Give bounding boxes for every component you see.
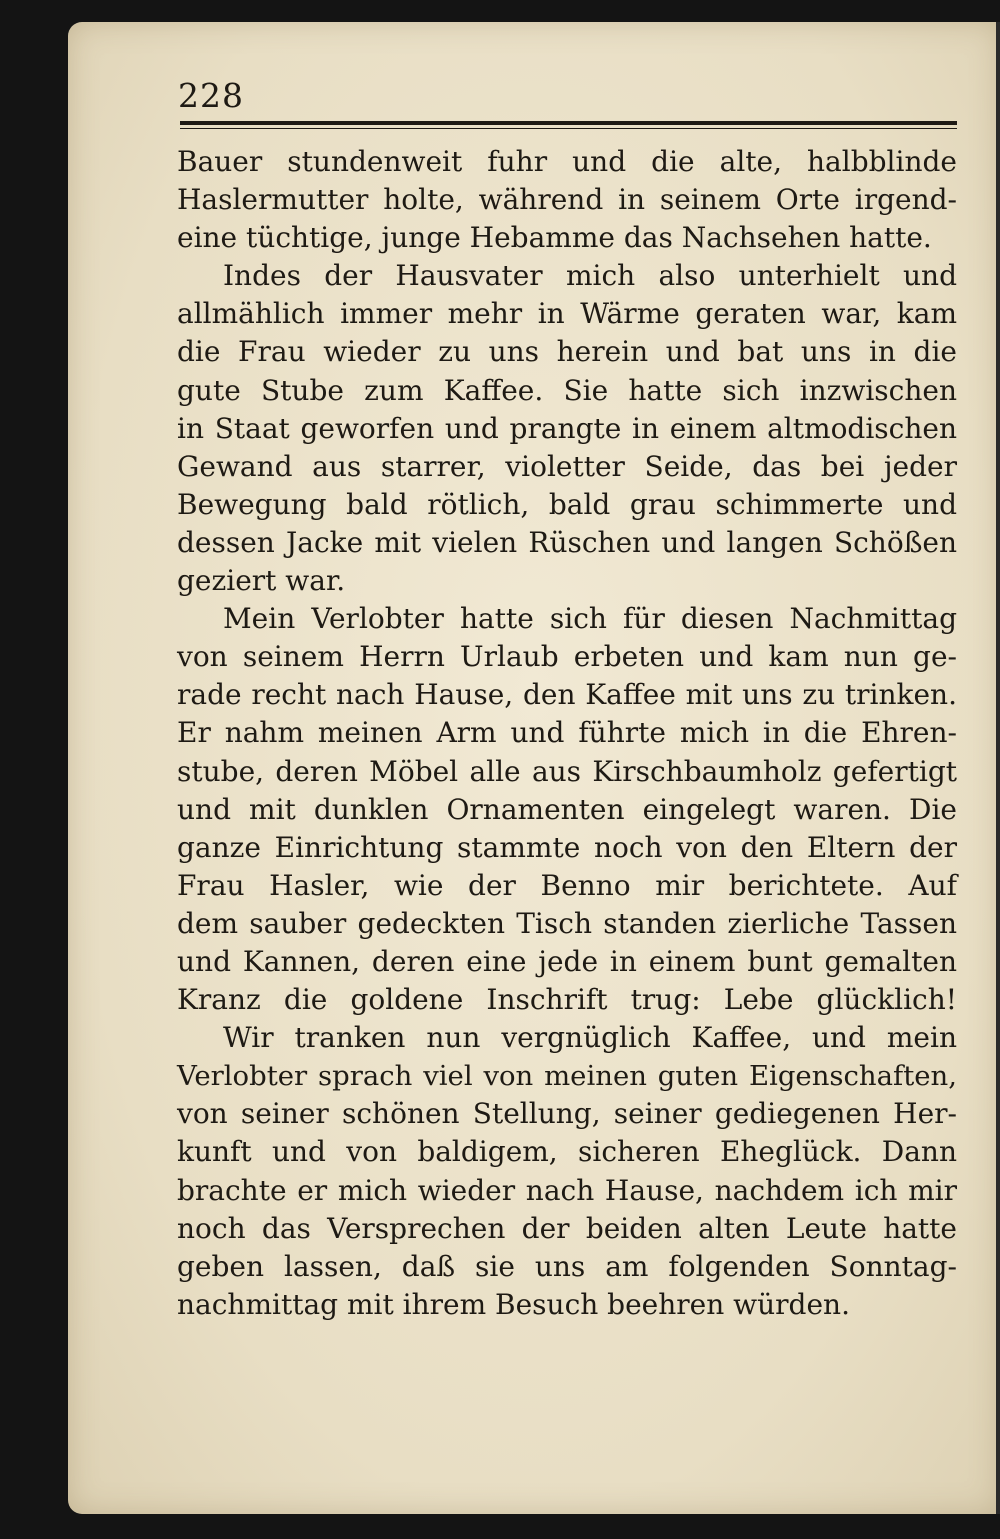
text-line: und Kannen, deren eine jede in einem bunt gemalten [177, 944, 957, 978]
text-line: gute Stube zum Kaffee. Sie hatte sich inzwischen [177, 373, 957, 407]
text-line: Wir tranken nun vergnüglich Kaffee, und mein [223, 1021, 957, 1055]
text-line: kunft und von baldigem, sicheren Eheglück. Dann [177, 1135, 957, 1169]
text-line: ganze Einrichtung stammte noch von den Eltern der [177, 830, 957, 864]
text-line: dessen Jacke mit vielen Rüschen und langen Schößen [177, 525, 957, 559]
text-line: Bewegung bald rötlich, bald grau schimmerte und [177, 487, 957, 521]
text-line: allmählich immer mehr in Wärme geraten war, kam [177, 297, 957, 331]
text-line: Er nahm meinen Arm und führte mich in die Ehren- [177, 716, 957, 750]
text-line: dem sauber gedeckten Tisch standen zierliche Tassen [177, 906, 957, 940]
text-line: Gewand aus starrer, violetter Seide, das bei jeder [177, 449, 957, 483]
text-line: Mein Verlobter hatte sich für diesen Nachmittag [223, 602, 957, 636]
text-line: von seinem Herrn Urlaub erbeten und kam nun ge- [177, 640, 957, 674]
text-line: Kranz die goldene Inschrift trug: Lebe glücklich! [177, 983, 957, 1017]
text-line: und mit dunklen Ornamenten eingelegt waren. Die [177, 792, 957, 826]
text-line: Verlobter sprach viel von meinen guten Eigenschaften, [177, 1060, 957, 1093]
page-number: 228 [178, 76, 244, 115]
text-line: noch das Versprechen der beiden alten Leute hatte [177, 1211, 957, 1245]
page-edge [996, 22, 1000, 1514]
text-line: rade recht nach Hause, den Kaffee mit uns zu trinken. [177, 678, 957, 712]
text-line: in Staat geworfen und prangte in einem altmodischen [177, 411, 957, 445]
text-line: geben lassen, daß sie uns am folgenden Sonntag- [177, 1249, 957, 1283]
text-line: brachte er mich wieder nach Hause, nachdem ich mir [177, 1173, 957, 1207]
header-rule-thin [180, 128, 957, 129]
text-line: Bauer stundenweit fuhr und die alte, halbblinde [177, 145, 957, 178]
text-line: stube, deren Möbel alle aus Kirschbaumholz gefertigt [177, 754, 957, 788]
text-line: Frau Hasler, wie der Benno mir berichtete. Auf [177, 868, 957, 902]
text-line: Haslermutter holte, während in seinem Orte irgend- [177, 183, 957, 217]
text-line: nachmittag mit ihrem Besuch beehren würden. [177, 1287, 850, 1321]
text-line: geziert war. [177, 564, 346, 598]
text-line: eine tüchtige, junge Hebamme das Nachsehen hatte. [177, 221, 932, 255]
text-line: von seiner schönen Stellung, seiner gediegenen Her- [177, 1097, 957, 1131]
text-line: Indes der Hausvater mich also unterhielt und [223, 259, 957, 293]
header-rule-thick [180, 121, 957, 125]
body-text [177, 143, 957, 1324]
text-line: die Frau wieder zu uns herein und bat uns in die [177, 335, 957, 369]
